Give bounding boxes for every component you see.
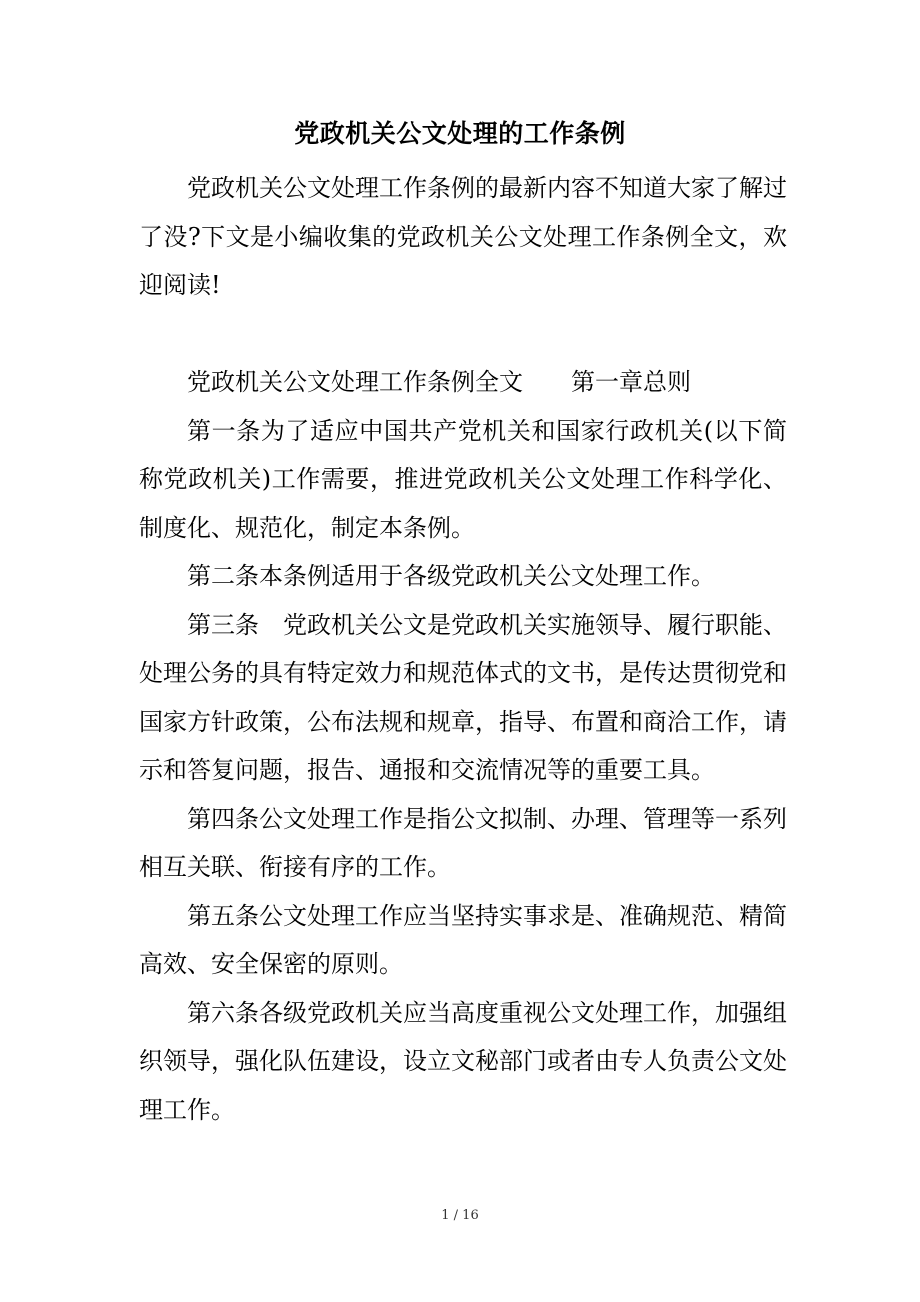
intro-paragraph: 党政机关公文处理工作条例的最新内容不知道大家了解过了没?下文是小编收集的党政机关公文处理工作条例全文，欢迎阅读! bbox=[139, 174, 787, 299]
section-heading-title: 党政机关公文处理工作条例全文 bbox=[187, 368, 523, 396]
article-6: 第六条各级党政机关应当高度重视公文处理工作，加强组织领导，强化队伍建设，设立文秘部门或者由专人负责公文处理工作。 bbox=[139, 998, 787, 1124]
article-5: 第五条公文处理工作应当坚持实事求是、准确规范、精简高效、安全保密的原则。 bbox=[139, 901, 787, 978]
paragraph-spacer bbox=[139, 310, 787, 359]
section-heading bbox=[139, 358, 787, 407]
document-title: 党政机关公文处理的工作条例 bbox=[294, 119, 626, 148]
article-4: 第四条公文处理工作是指公文拟制、办理、管理等一系列相互关联、衔接有序的工作。 bbox=[139, 804, 787, 881]
article-3 bbox=[139, 601, 787, 795]
chapter-heading: 第一章总则 bbox=[571, 368, 691, 396]
article-2: 第二条本条例适用于各级党政机关公文处理工作。 bbox=[187, 562, 715, 590]
article-3-label: 第三条 bbox=[187, 610, 259, 639]
page-indicator: 1 / 16 bbox=[441, 1208, 479, 1223]
document-body bbox=[139, 164, 787, 1134]
article-1: 第一条为了适应中国共产党机关和国家行政机关(以下简称党政机关)工作需要，推进党政机关公文处理工作科学化、制度化、规范化，制定本条例。 bbox=[139, 416, 787, 542]
article-3-text: 党政机关公文是党政机关实施领导、履行职能、处理公务的具有特定效力和规范体式的文书，是传达贯彻党和国家方针政策，公布法规和规章，指导、布置和商洽工作，请示和答复问题，报告、通报和交流情况等的重要工具。 bbox=[139, 610, 787, 784]
